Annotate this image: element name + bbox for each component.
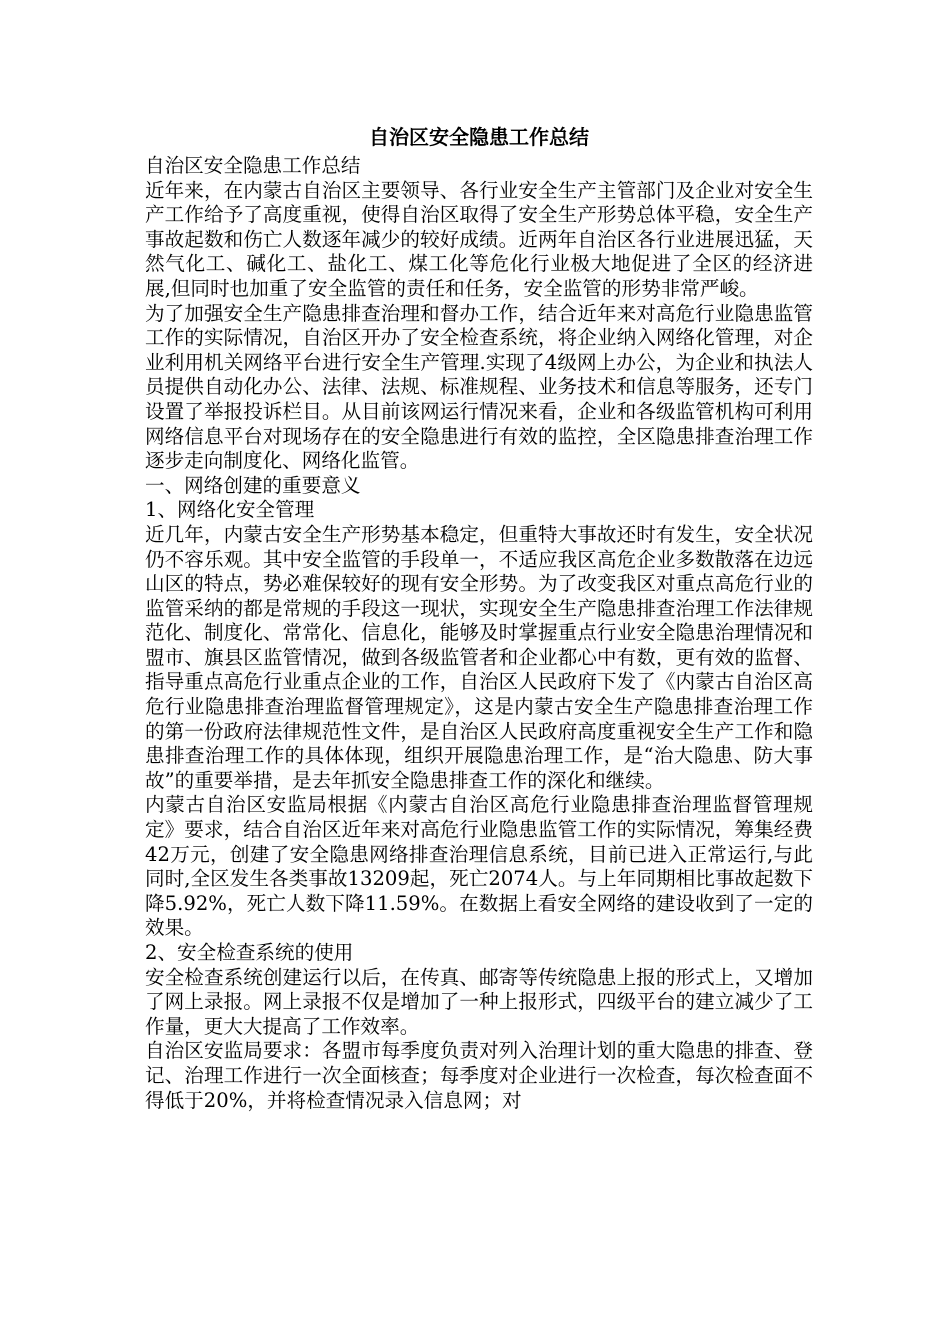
paragraph-statistics: 内蒙古自治区安监局根据《内蒙古自治区高危行业隐患排查治理监督管理规定》要求，结合自治区近年来对高危行业隐患监管工作的实际情况，筹集经费42万元，创建了安全隐患网络排查治理信息系统，目前已进入正常运行,与此同时,全区发生各类事故13209起，死亡2074人。与上年同期相比事故起数下降5.92%，死亡人数下降11.59%。在数据上看安全网络的建设收到了一定的效果。 — [145, 793, 813, 940]
paragraph-subtitle: 自治区安全隐患工作总结 — [145, 154, 361, 177]
subsection-heading-2: 2、安全检查系统的使用 — [145, 941, 354, 964]
paragraph-system-usage: 安全检查系统创建运行以后，在传真、邮寄等传统隐患上报的形式上，又增加了网上录报。网上录报不仅是增加了一种上报形式，四级平台的建立减少了工作量，更大大提高了工作效率。 — [145, 965, 813, 1038]
document-page — [145, 120, 813, 1113]
paragraph-system: 为了加强安全生产隐患排查治理和督办工作，结合近年来对高危行业隐患监管工作的实际情况，自治区开办了安全检查系统，将企业纳入网络化管理，对企业利用机关网络平台进行安全生产管理.实现了4级网上办公，为企业和执法人员提供自动化办公、法律、法规、标准规程、业务技术和信息等服务，还专门设置了举报投诉栏目。从目前该网运行情况来看，企业和各级监管机构可利用网络信息平台对现场存在的安全隐患进行有效的监控，全区隐患排查治理工作逐步走向制度化、网络化监管。 — [145, 301, 813, 473]
section-heading-1: 一、网络创建的重要意义 — [145, 473, 361, 497]
paragraph-network-management: 近几年，内蒙古安全生产形势基本稳定，但重特大事故还时有发生，安全状况仍不容乐观。其中安全监管的手段单一，不适应我区高危企业多数散落在边远山区的特点，势必难保较好的现有安全形势。为了改变我区对重点高危行业的监管采纳的都是常规的手段这一现状，实现安全生产隐患排查治理工作法律规范化、制度化、常常化、信息化，能够及时掌握重点行业安全隐患治理情况和盟市、旗县区监管情况，做到各级监管者和企业都心中有数，更有效的监督、指导重点高危行业重点企业的工作，自治区人民政府下发了《内蒙古自治区高危行业隐患排查治理监督管理规定》，这是内蒙古安全生产隐患排查治理工作的第一份政府法律规范性文件，是自治区人民政府高度重视安全生产工作和隐患排查治理工作的具体体现，组织开展隐患治理工作，是“治大隐患、防大事故”的重要举措，是去年抓安全隐患排查工作的深化和继续。 — [145, 522, 813, 792]
paragraph-requirements: 自治区安监局要求：各盟市每季度负责对列入治理计划的重大隐患的排查、登记、治理工作进行一次全面核查；每季度对企业进行一次检查，每次检查面不得低于20%，并将检查情况录入信息网；对 — [145, 1039, 813, 1112]
paragraph-intro: 近年来，在内蒙古自治区主要领导、各行业安全生产主管部门及企业对安全生产工作给予了高度重视，使得自治区取得了安全生产形势总体平稳，安全生产事故起数和伤亡人数逐年减少的较好成绩。近两年自治区各行业进展迅猛，天然气化工、碱化工、盐化工、煤工化等危化行业极大地促进了全区的经济进展,但同时也加重了安全监管的责任和任务，安全监管的形势非常严峻。 — [145, 178, 813, 300]
subsection-heading-1: 1、网络化安全管理 — [145, 498, 315, 522]
document-title: 自治区安全隐患工作总结 — [369, 125, 589, 149]
